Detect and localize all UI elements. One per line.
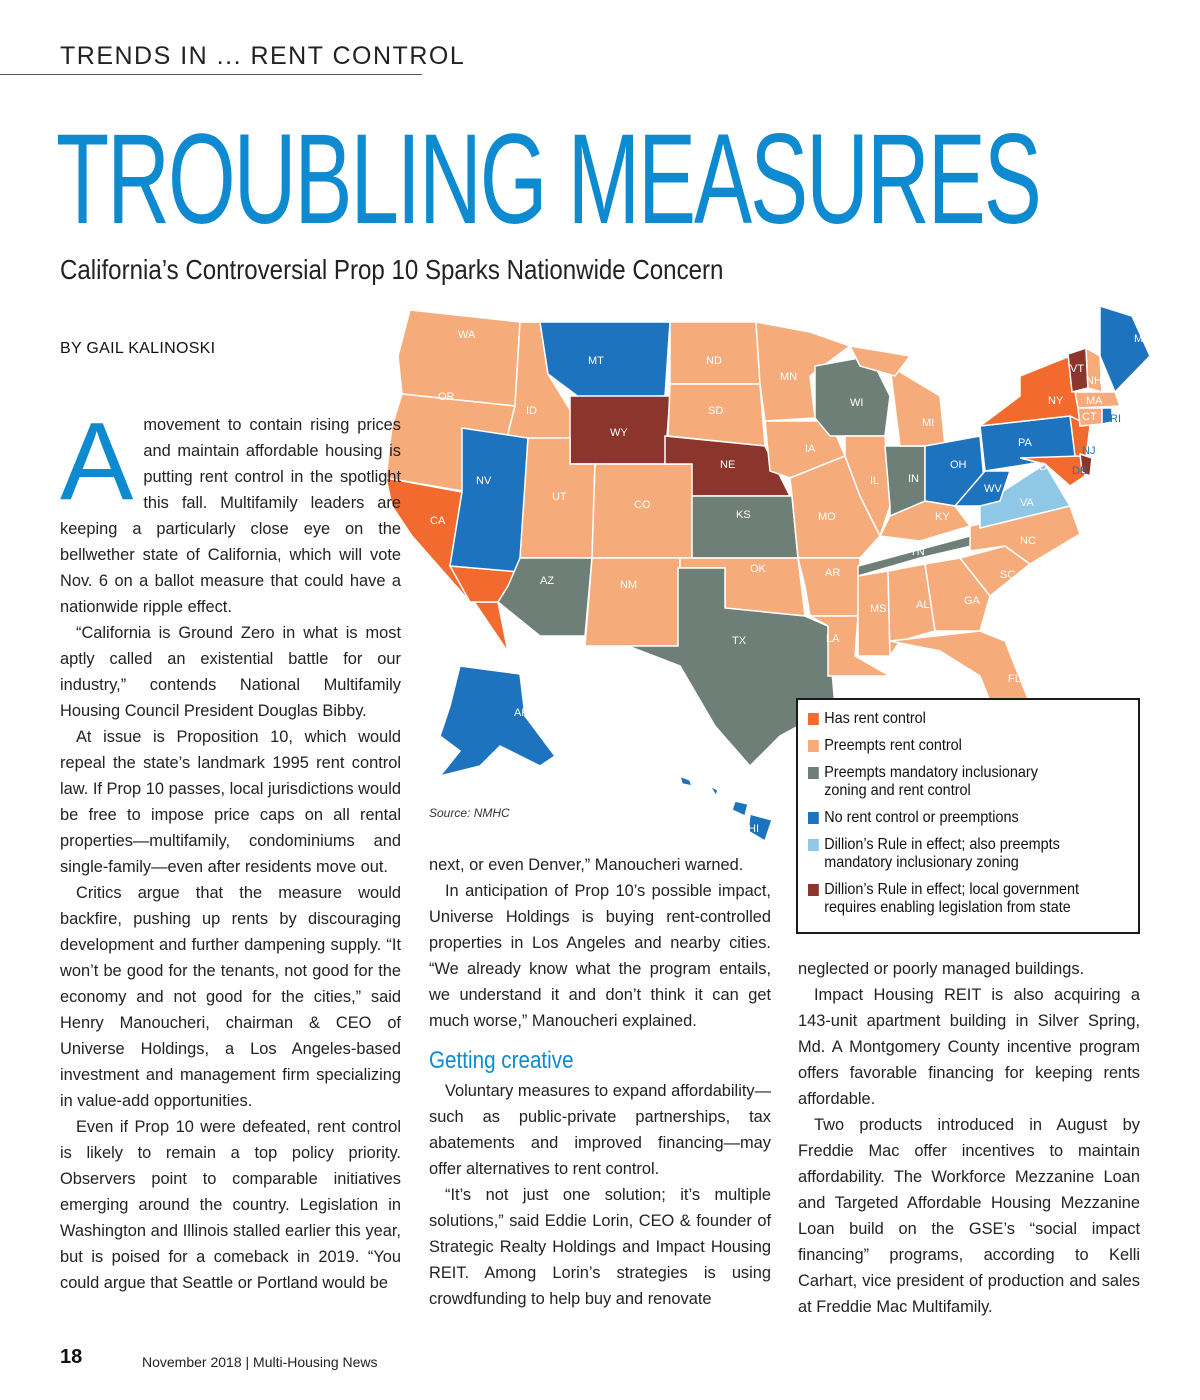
label-co: CO <box>634 499 651 511</box>
legend-swatch <box>808 713 819 725</box>
legend-item-dillon-preempts <box>808 836 1094 872</box>
label-az: AZ <box>540 575 555 587</box>
legend-swatch <box>808 740 819 752</box>
state-ak <box>440 666 555 776</box>
paragraph: Voluntary measures to expand affordability—such as public-private partnerships, tax abatements and improved financing—may offer alternatives to rent control. <box>429 1082 771 1178</box>
legend-label: Dillion’s Rule in effect; also preempts mandatory inclusionary zoning <box>824 836 1060 871</box>
section-divider <box>0 74 422 75</box>
label-nc: NC <box>1020 535 1036 547</box>
label-wa: WA <box>458 329 476 341</box>
label-mo: MO <box>818 511 836 523</box>
label-mn: MN <box>780 371 798 383</box>
label-ak: AK <box>514 707 529 719</box>
legend-item-has-rent-control <box>808 710 1139 728</box>
legend-swatch <box>808 767 819 779</box>
legend-item-no-control <box>808 809 1139 827</box>
label-mi: MI <box>922 417 935 429</box>
label-me: ME <box>1134 333 1151 345</box>
label-vt: VT <box>1070 363 1085 375</box>
paragraph: In anticipation of Prop 10’s possible impact, Universe Holdings is buying rent-controlled properties in Los Angeles and nearby cities. “We already know what the program entails, we understand it and don’t think it can get much worse,” Manoucheri explained. <box>429 882 771 1030</box>
label-id: ID <box>526 405 537 417</box>
label-sd: SD <box>708 405 724 417</box>
legend-swatch <box>808 812 819 824</box>
state-ks <box>692 496 798 558</box>
page-title: TROUBLING MEASURES <box>56 108 1040 251</box>
label-ut: UT <box>552 491 567 503</box>
label-ga: GA <box>964 595 980 607</box>
label-nm: NM <box>620 579 638 591</box>
issue-line: November 2018 | Multi-Housing News <box>142 1354 378 1370</box>
paragraph: Even if Prop 10 were defeated, rent control is likely to remain a top policy priority. Observers point to comparable initiatives emerging around the country. Legislation in Washington and Illinois stalled earlier this year, but is poised for a comeback in 2019. “You could argue that Seattle or Portland would be <box>60 1118 401 1292</box>
label-or: OR <box>438 391 455 403</box>
label-nv: NV <box>476 475 492 487</box>
label-md: MD <box>1030 461 1048 473</box>
label-ca: CA <box>430 515 446 527</box>
label-al: AL <box>916 599 930 611</box>
label-nh: NH <box>1086 375 1102 387</box>
section-heading: Getting creative <box>429 1047 574 1074</box>
state-mi <box>890 366 945 446</box>
paragraph: movement to contain rising prices and maintain affordable housing is putting rent control in the spotlight this fall. Multifamily leaders are keeping a particularly close eye on the bellwether state of California, which will vote Nov. 6 on a ballot measure that could have a nationwide ripple effect. <box>60 416 401 616</box>
label-va: VA <box>1020 497 1034 509</box>
label-ri: RI <box>1110 413 1121 425</box>
label-de: DE <box>1072 465 1088 477</box>
label-nd: ND <box>706 355 722 367</box>
legend-label: Dillion’s Rule in effect; local government requires enabling legislation from state <box>824 881 1079 916</box>
map-source: Source: NMHC <box>429 806 510 820</box>
paragraph: neglected or poorly managed buildings. <box>798 960 1085 978</box>
legend-item-preempts-inclusionary <box>808 764 1058 800</box>
state-wa <box>398 310 520 406</box>
map-legend <box>796 698 1140 934</box>
label-ct: CT <box>1082 411 1097 423</box>
page-subtitle: California’s Controversial Prop 10 Sparks Nationwide Concern <box>60 254 724 285</box>
paragraph: At issue is Proposition 10, which would repeal the state’s landmark 1995 rent control law. If Prop 10 passes, local jurisdictions would be free to impose price caps on all rental properties—multifamily, condominiums and single-family—even after residents move out. <box>60 728 401 876</box>
page-number: 18 <box>60 1346 83 1368</box>
label-ny: NY <box>1048 395 1064 407</box>
label-nj: NJ <box>1082 445 1096 457</box>
label-ma: MA <box>1086 395 1103 407</box>
legend-label: Has rent control <box>824 710 926 727</box>
legend-item-preempts-rent-control <box>808 737 1139 755</box>
article-column-2 <box>429 852 771 1312</box>
label-ar: AR <box>825 567 841 579</box>
label-sc: SC <box>1000 569 1016 581</box>
label-tn: TN <box>910 546 925 558</box>
paragraph: Impact Housing REIT is also acquiring a 143-unit apartment building in Silver Spring, Md. A Montgomery County incentive program offers favorable financing for keeping rents affordable. <box>798 986 1140 1108</box>
label-wv: WV <box>984 483 1002 495</box>
legend-label: Preempts rent control <box>824 737 962 754</box>
legend-swatch <box>808 839 819 851</box>
legend-label: No rent control or preemptions <box>824 809 1019 826</box>
label-fl: FL <box>1008 673 1021 685</box>
label-hi: HI <box>748 823 759 835</box>
paragraph: “California is Ground Zero in what is most aptly called an existential battle for our industry,” contends National Multifamily Housing Council President Douglas Bibby. <box>60 624 401 720</box>
label-mt: MT <box>588 355 604 367</box>
article-column-1 <box>60 400 401 1296</box>
label-ok: OK <box>750 563 766 575</box>
label-ms: MS <box>870 603 887 615</box>
label-tx: TX <box>732 635 747 647</box>
state-co <box>592 464 695 558</box>
byline: BY GAIL KALINOSKI <box>60 340 216 357</box>
state-nm <box>585 558 680 646</box>
drop-cap: A <box>60 400 134 523</box>
state-nd <box>670 322 760 384</box>
label-ne: NE <box>720 459 736 471</box>
paragraph: Critics argue that the measure would backfire, pushing up rents by discouraging development and further dampening supply. “It won’t be good for the tenants, not good for the economy and not good for the cities,” said Henry Manoucheri, chairman & CEO of Universe Holdings, a Los Angeles-based investment and management firm specializing in value-add opportunities. <box>60 884 401 1110</box>
label-ia: IA <box>805 443 816 455</box>
label-ky: KY <box>935 511 950 523</box>
label-in: IN <box>908 473 919 485</box>
label-ks: KS <box>736 509 751 521</box>
legend-swatch <box>808 884 819 896</box>
label-pa: PA <box>1018 437 1032 449</box>
paragraph: Two products introduced in August by Freddie Mac offer incentives to maintain affordability. The Workforce Mezzanine Loan and Targeted Affordable Housing Mezzanine Loan build on the GSE’s “social impact financing” programs, according to Kelli Carhart, vice president of production and sales at Freddie Mac Multifamily. <box>798 1116 1140 1316</box>
state-me <box>1100 306 1150 392</box>
paragraph: “It’s not just one solution; it’s multiple solutions,” said Eddie Lorin, CEO & founder of Strategic Realty Holdings and Impact Housing REIT. Among Lorin’s strategies is using crowdfunding to help buy and renovate <box>429 1186 771 1308</box>
label-la: LA <box>826 633 840 645</box>
label-il: IL <box>870 475 880 487</box>
label-oh: OH <box>950 459 967 471</box>
legend-label: Preempts mandatory inclusionary zoning and rent control <box>824 764 1038 799</box>
legend-item-dillon-enabling <box>808 881 1121 917</box>
article-column-3 <box>798 956 1140 1320</box>
label-wy: WY <box>610 427 628 439</box>
state-nv <box>450 428 528 572</box>
paragraph: next, or even Denver,” Manoucheri warned. <box>429 856 744 874</box>
label-wi: WI <box>850 397 864 409</box>
section-label: TRENDS IN ... RENT CONTROL <box>60 42 466 70</box>
